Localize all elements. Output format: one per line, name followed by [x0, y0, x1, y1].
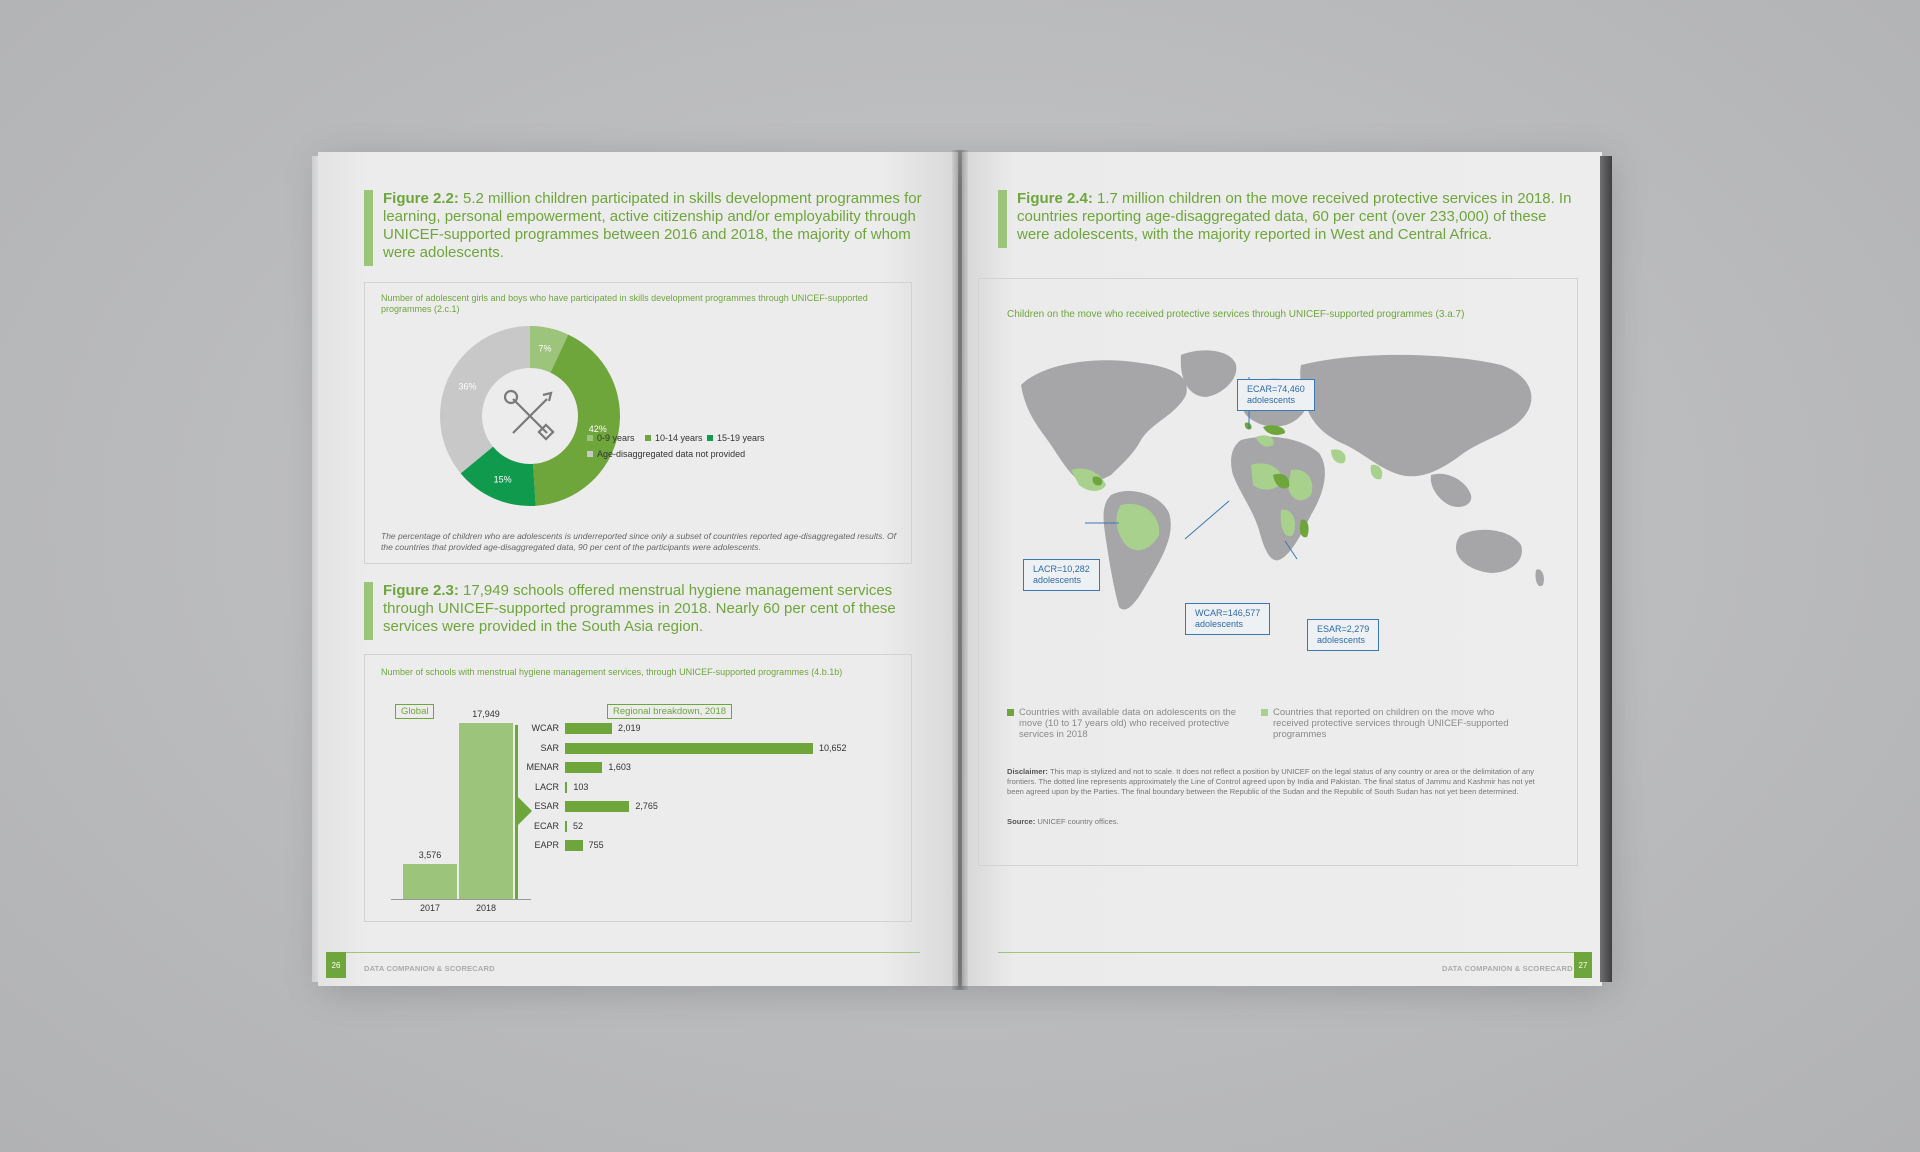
chart-note: The percentage of children who are adolescents is underreported since only a subset of countries reported age-disaggregated results. Of the countries that provided age-disaggregated data, 90 per cent of the participants were adolescents. [381, 531, 897, 552]
source-note [1007, 817, 1537, 827]
figure-2-3-panel [364, 654, 912, 922]
legend-item [645, 433, 703, 443]
region-bar-ecar [565, 821, 567, 832]
callout-lacr [1023, 559, 1100, 591]
global-bar-2017 [403, 864, 457, 899]
book-spine [952, 150, 968, 990]
callout-value: ECAR=74,460 [1247, 384, 1305, 394]
global-bar-category: 2017 [419, 903, 441, 913]
callout-esar [1307, 619, 1379, 651]
figure-label: Figure 2.2: [383, 190, 459, 207]
figure-2-3-heading [364, 582, 934, 640]
region-bar-value: 2,765 [635, 801, 658, 811]
legend-text: Countries that reported on children on the move who received protective services through UNICEF-supported programmes [1273, 707, 1509, 740]
global-bar-value: 3,576 [418, 849, 442, 860]
chart-title: Number of schools with menstrual hygiene management services, through UNICEF-supported programmes (4.b.1b) [381, 667, 843, 677]
global-bar-value: 17,949 [472, 709, 500, 719]
region-bar-lacr [565, 782, 567, 793]
legend-label: 0-9 years [597, 433, 635, 443]
legend-item [707, 433, 765, 443]
region-bar-category: SAR [540, 742, 559, 753]
left-page [318, 152, 958, 986]
global-label: Global [395, 704, 434, 719]
figure-accent-bar [998, 190, 1007, 248]
figure-2-4-panel [978, 278, 1578, 866]
global-bar-category: 2018 [475, 903, 497, 913]
regional-breakdown-label: Regional breakdown, 2018 [607, 704, 732, 719]
region-bar-category: ESAR [534, 801, 559, 811]
callout-value: WCAR=146,577 [1195, 608, 1261, 618]
region-bar-value: 52 [573, 820, 584, 831]
callout-connectors [979, 279, 1579, 679]
legend-label: 15-19 years [717, 433, 765, 443]
legend-swatch [1007, 709, 1014, 716]
legend-label: 10-14 years [655, 433, 703, 443]
page-number-badge: 26 [326, 952, 346, 978]
disclaimer [1007, 767, 1537, 797]
region-bar-esar [565, 801, 629, 812]
figure-accent-bar [364, 582, 373, 640]
figure-2-4-heading [998, 190, 1578, 248]
callout-wcar [1185, 603, 1270, 635]
legend-swatch [1261, 709, 1268, 716]
page-edge-right [1600, 156, 1612, 982]
legend-dark [1007, 707, 1247, 740]
legend-item [587, 433, 635, 443]
region-bar-value: 755 [588, 840, 604, 850]
legend-label: Age-disaggregated data not provided [597, 449, 746, 459]
footer-title: DATA COMPANION & SCORECARD [364, 964, 495, 973]
footer-title: DATA COMPANION & SCORECARD [1442, 964, 1573, 973]
donut-chart [435, 321, 625, 511]
region-bar-category: ECAR [533, 820, 559, 831]
legend-text: Countries with available data on adolescents on the move (10 to 17 years old) who received protective services in 2018 [1019, 707, 1237, 740]
callout-unit: adolescents [1317, 635, 1366, 645]
figure-text: 17,949 schools offered menstrual hygiene management services through UNICEF-supported programmes in 2018. Nearly 60 per cent of these services were provided in the South Asia region. [383, 582, 896, 635]
legend-swatch [707, 435, 713, 441]
region-bar-category: WCAR [531, 723, 559, 733]
right-page [962, 152, 1602, 986]
figure-text: 1.7 million children on the move received protective services in 2018. In countries reporting age-disaggregated data, 60 per cent (over 233,000) of these were adolescents, with the majority reported in West and Central Africa. [1017, 190, 1572, 243]
legend-light [1261, 707, 1531, 740]
callout-unit: adolescents [1195, 619, 1244, 629]
callout-value: LACR=10,282 [1033, 564, 1090, 574]
region-bar-value: 1,603 [608, 762, 631, 772]
region-bar-category: LACR [534, 781, 559, 792]
donut-slice-label: 36% [458, 381, 477, 392]
region-bar-value: 2,019 [618, 723, 641, 733]
region-bar-value: 10,652 [819, 742, 847, 753]
disclaimer-text: This map is stylized and not to scale. It does not reflect a position by UNICEF on the legal status of any country or area or the delimitation of any frontiers. The dotted line represents approximately the Line of Control agreed upon by India and Pakistan. The final status of Jammu and Kashmir has not yet been agreed upon by the Parties. The final boundary between the Republic of the Sudan and the Republic of South Sudan has not yet been determined. [1007, 767, 1535, 796]
footer-rule [998, 952, 1580, 953]
region-bar-category: MENAR [526, 762, 559, 772]
donut-slice-label: 15% [493, 474, 512, 485]
source-text: UNICEF country offices. [1037, 817, 1119, 826]
figure-text: 5.2 million children participated in skills development programmes for learning, personal empowerment, active citizenship and/or employability through UNICEF-supported programmes between 2016 and 2018, the majority of whom were adolescents. [383, 190, 922, 261]
legend-swatch [587, 435, 593, 441]
legend-item [587, 449, 745, 459]
donut-slice-label: 42% [588, 423, 607, 434]
page-number-badge: 27 [1574, 952, 1592, 978]
legend-swatch [587, 451, 593, 457]
region-bar-wcar [565, 723, 612, 734]
region-bar-eapr [565, 840, 583, 851]
global-axis [391, 899, 531, 900]
disclaimer-label: Disclaimer: [1007, 767, 1048, 776]
donut-slice-label: 7% [538, 343, 552, 354]
global-bar-2018 [459, 723, 513, 899]
footer-rule [346, 952, 920, 953]
region-bar-sar [565, 743, 813, 754]
region-bar-value: 103 [573, 781, 589, 792]
figure-accent-bar [364, 190, 373, 266]
chart-title: Children on the move who received protective services through UNICEF-supported programmes (3.a.7) [1007, 309, 1465, 320]
region-bar-menar [565, 762, 602, 773]
region-bar-category: EAPR [534, 840, 559, 850]
callout-unit: adolescents [1247, 395, 1296, 405]
figure-label: Figure 2.3: [383, 582, 459, 599]
chart-title: Number of adolescent girls and boys who have participated in skills development programmes through UNICEF-supported programmes (2.c.1) [381, 293, 868, 314]
callout-ecar [1237, 379, 1315, 411]
figure-2-2-heading [364, 190, 924, 266]
callout-value: ESAR=2,279 [1317, 624, 1370, 634]
source-label: Source: [1007, 817, 1036, 826]
figure-2-2-panel [364, 282, 912, 564]
figure-label: Figure 2.4: [1017, 190, 1093, 207]
callout-unit: adolescents [1033, 575, 1082, 585]
legend-swatch [645, 435, 651, 441]
